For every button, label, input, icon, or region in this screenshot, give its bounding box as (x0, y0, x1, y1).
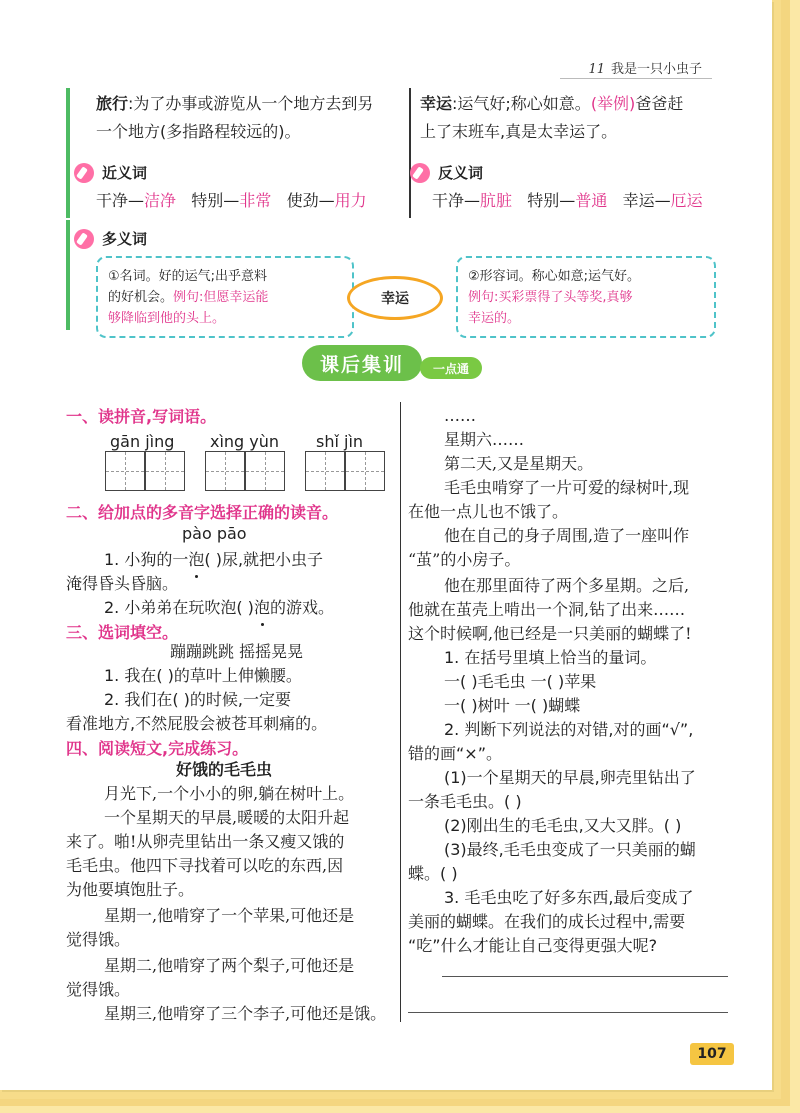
story-line: 第二天,又是星期天。 (444, 454, 594, 473)
example-sentence: 够降临到他的头上。 (108, 311, 226, 326)
story-line: “茧”的小房子。 (408, 550, 521, 569)
column-divider (409, 88, 411, 218)
word-answer: 厄运 (670, 191, 703, 210)
exercise-banner (302, 345, 502, 387)
exercise-3: 3. 毛毛虫吃了好多东西,最后变成了 (444, 888, 694, 907)
word-answer: 普通 (575, 191, 608, 210)
text: 的游戏。 (269, 598, 334, 617)
writing-box[interactable] (105, 451, 145, 491)
dotted-char: 泡 (188, 548, 204, 572)
word: 干净— (96, 191, 145, 210)
story-line: 毛毛虫啃穿了一片可爱的绿树叶,现 (444, 478, 690, 497)
exercise-2-item-cont: 蝶。( ) (408, 864, 458, 883)
polysemy-title: 多义词 (102, 230, 148, 248)
answer-line[interactable] (442, 976, 728, 977)
word-answer: 用力 (334, 191, 367, 210)
word-answer: 非常 (239, 191, 272, 210)
definition-text: 运气好;称心如意。 (457, 94, 591, 113)
polysemy-heading (74, 228, 147, 249)
word: 特别— (527, 191, 576, 210)
page-header (588, 58, 702, 77)
meaning-box-right (456, 256, 716, 338)
banner-title: 课后集训 (302, 345, 422, 381)
pencil-icon (410, 163, 430, 183)
story-line: 毛毛虫。他四下寻找着可以吃的东西,因 (66, 856, 344, 875)
story-line: 星期一,他啃穿了一个苹果,可他还是 (104, 906, 355, 925)
writing-box[interactable] (145, 451, 185, 491)
story-line: 一个星期天的早晨,暖暖的太阳升起 (104, 808, 350, 827)
reading-options: pào pāo (182, 524, 247, 543)
antonyms-row (432, 188, 703, 211)
word: 使劲— (286, 191, 335, 210)
exercise-1-row: 一( )毛毛虫 一( )苹果 (444, 672, 597, 691)
lesson-number: 11 (588, 62, 605, 77)
story-line: 他就在茧壳上啃出一个洞,钻了出来…… (408, 600, 686, 619)
writing-box[interactable] (245, 451, 285, 491)
story-line: 在他一点儿也不饿了。 (408, 502, 569, 521)
definition-text: 一个地方(多指路程较远的)。 (96, 122, 301, 141)
definition-term: 旅行 (96, 94, 129, 113)
definition-term: 幸运 (420, 94, 453, 113)
exercise-2: 2. 判断下列说法的对错,对的画“√”, (444, 720, 694, 739)
exercise-2-item: (1)一个星期天的早晨,卵壳里钻出了 (444, 768, 696, 787)
story-line: 他在那里面待了两个多星期。之后, (444, 576, 690, 595)
q3-item-2: 2. 我们在( )的时候,一定要 (104, 690, 292, 709)
definition-text: 上了末班车,真是太幸运了。 (420, 122, 618, 141)
story-line: …… (444, 406, 476, 425)
definition-text: 为了办事或游览从一个地方去到另 (133, 94, 374, 113)
story-line: 为他要填饱肚子。 (66, 880, 195, 899)
example-sentence: 幸运的。 (468, 311, 521, 326)
exercise-3-cont: “吃”什么才能让自己变得更强大呢? (408, 936, 658, 955)
antonyms-heading (410, 162, 483, 183)
meaning-text: 的好机会。 (108, 290, 174, 305)
question-1-heading: 一、读拼音,写词语。 (66, 407, 217, 426)
q2-item-1-cont: 淹得昏头昏脑。 (66, 574, 179, 593)
word-options: 蹦蹦跳跳 摇摇晃晃 (170, 642, 304, 661)
word: 特别— (191, 191, 240, 210)
question-4-heading: 四、阅读短文,完成练习。 (66, 739, 249, 758)
word-answer: 肮脏 (480, 191, 513, 210)
exercise-2-item: (3)最终,毛毛虫变成了一只美丽的蝴 (444, 840, 696, 859)
question-2-heading: 二、给加点的多音字选择正确的读音。 (66, 503, 339, 522)
text: ( )尿,就把小虫子 (204, 550, 324, 569)
header-rule (560, 78, 712, 79)
lesson-title: 我是一只小虫子 (610, 62, 702, 77)
answer-line[interactable] (408, 1012, 728, 1013)
pinyin-label: gān jìng (110, 432, 175, 451)
exercise-2-item-cont: 一条毛毛虫。( ) (408, 792, 522, 811)
exercise-2-item: (2)刚出生的毛毛虫,又大又胖。( ) (444, 816, 682, 835)
banner-subtitle: 一点通 (420, 357, 482, 379)
synonyms-heading (74, 162, 147, 183)
synonyms-title: 近义词 (102, 164, 148, 182)
story-line: 星期六…… (444, 430, 525, 449)
question-3-heading: 三、选词填空。 (66, 623, 179, 642)
example-sentence: 例句:买彩票得了头等奖,真够 (468, 290, 633, 305)
exercise-3-cont: 美丽的蝴蝶。在我们的成长过程中,需要 (408, 912, 686, 931)
exercise-2-cont: 错的画“×”。 (408, 744, 502, 763)
exercise-1: 1. 在括号里填上恰当的量词。 (444, 648, 657, 667)
writing-box[interactable] (345, 451, 385, 491)
definition-lvxing: 旅行:为了办事或游览从一个地方去到另 一个地方(多指路程较远的)。 (96, 94, 374, 141)
text: 2. 小弟弟在玩吹泡( ) (104, 598, 254, 617)
exercise-1-row: 一( )树叶 一( )蝴蝶 (444, 696, 581, 715)
q3-item-1: 1. 我在( )的草叶上伸懒腰。 (104, 666, 302, 685)
text: 1. 小狗的一 (104, 550, 189, 569)
example-tag: (举例) (590, 94, 636, 113)
writing-box[interactable] (205, 451, 245, 491)
story-line: 这个时候啊,他已经是一只美丽的蝴蝶了! (408, 624, 692, 643)
pencil-icon (74, 163, 94, 183)
pinyin-label: xìng yùn (210, 432, 280, 451)
q2-item-2 (104, 596, 334, 620)
story-line: 他在自己的身子周围,造了一座叫作 (444, 526, 690, 545)
meaning-text: ②形容词。称心如意;运气好。 (468, 269, 641, 284)
story-title: 好饿的毛毛虫 (176, 760, 273, 779)
meaning-box-left (96, 256, 354, 338)
dotted-char: 泡 (254, 596, 270, 620)
column-divider (400, 402, 401, 1022)
story-line: 觉得饿。 (66, 980, 131, 999)
meaning-text: ①名词。好的运气;出乎意料 (108, 269, 268, 284)
writing-box[interactable] (305, 451, 345, 491)
example-sentence: 例句:但愿幸运能 (173, 290, 269, 305)
story-line: 来了。啪!从卵壳里钻出一条又瘦又饿的 (66, 832, 345, 851)
word-answer: 洁净 (144, 191, 177, 210)
antonyms-title: 反义词 (438, 164, 484, 182)
polysemy-center-word: 幸运 (347, 276, 443, 320)
pinyin-label: shǐ jìn (316, 432, 364, 451)
pencil-icon (74, 229, 94, 249)
story-line: 月光下,一个小小的卵,躺在树叶上。 (104, 784, 355, 803)
definition-xingyun: 幸运:运气好;称心如意。(举例)爸爸赶 上了末班车,真是太幸运了。 (420, 94, 684, 141)
story-line: 星期二,他啃穿了两个梨子,可他还是 (104, 956, 355, 975)
q2-item-1 (104, 548, 323, 572)
word: 幸运— (622, 191, 671, 210)
story-line: 星期三,他啃穿了三个李子,可他还是饿。 (104, 1004, 387, 1023)
word: 干净— (432, 191, 481, 210)
green-margin-bar (66, 220, 70, 330)
page-number: 107 (690, 1043, 734, 1065)
story-line: 觉得饿。 (66, 930, 131, 949)
green-margin-bar (66, 88, 70, 218)
definition-text: 爸爸赶 (635, 94, 684, 113)
q3-item-2-cont: 看准地方,不然屁股会被苍耳刺痛的。 (66, 714, 328, 733)
synonyms-row (96, 188, 367, 211)
